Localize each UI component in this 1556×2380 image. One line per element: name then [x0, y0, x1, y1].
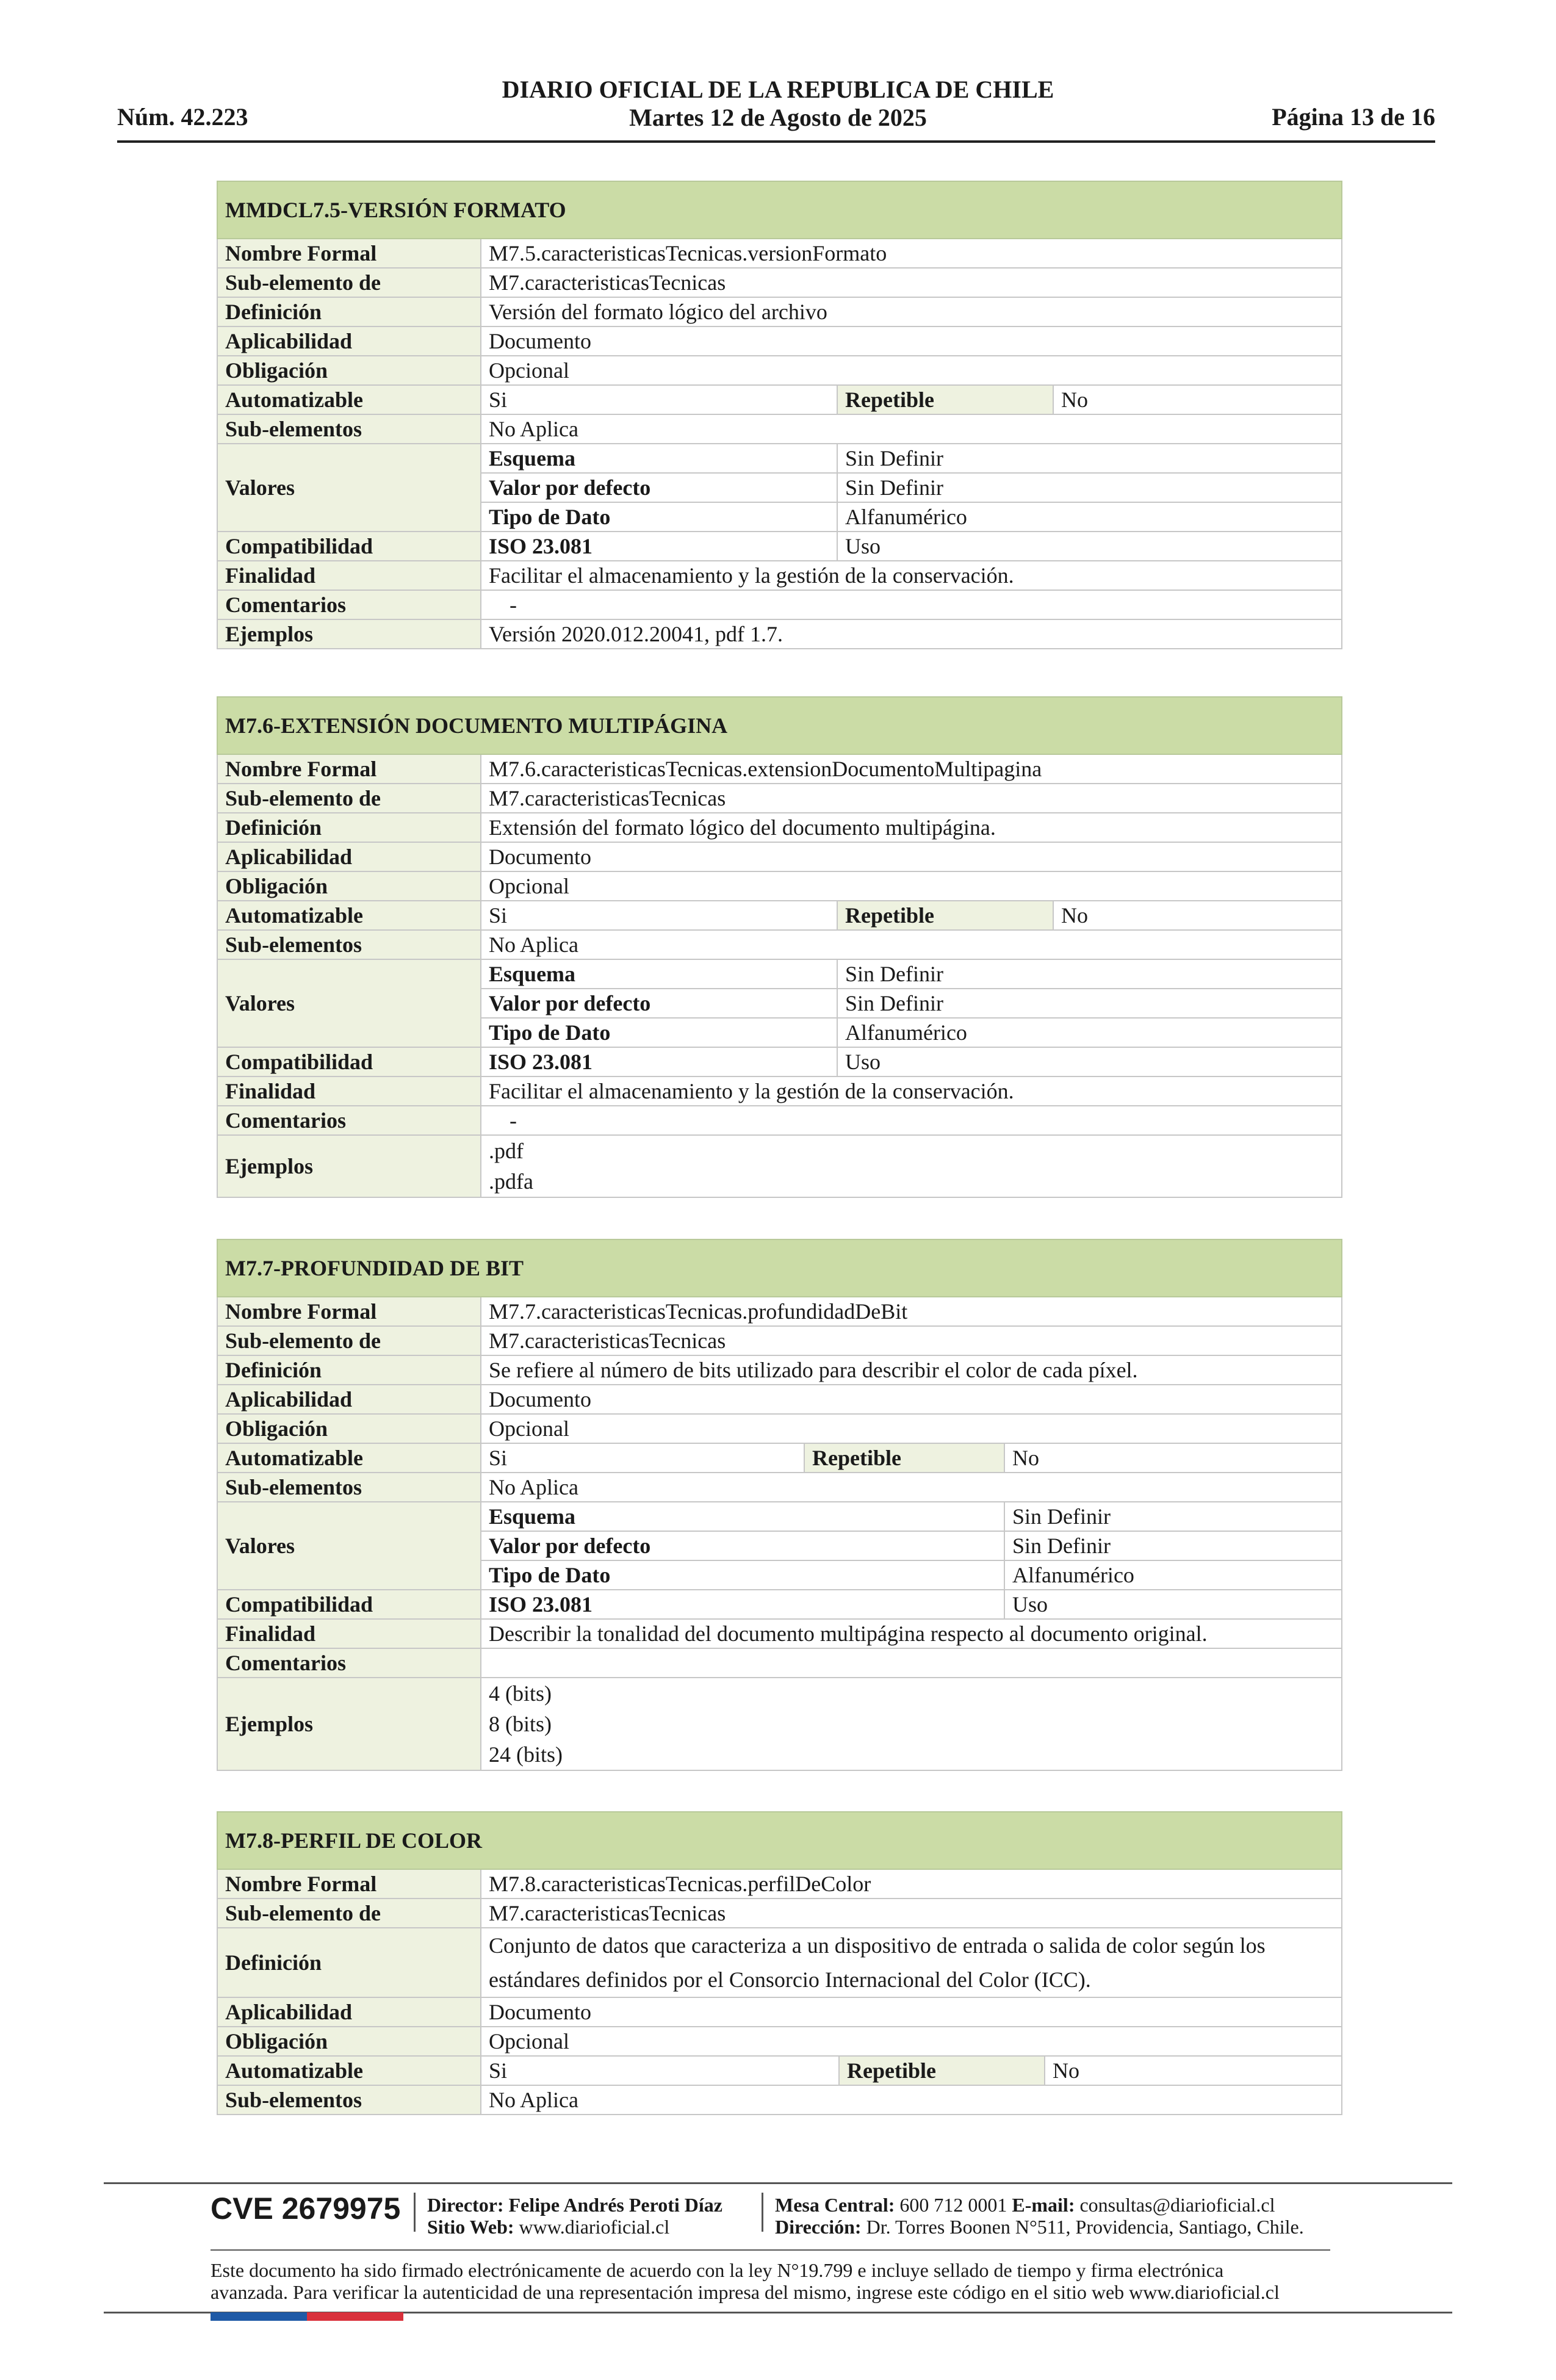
label-sub-elementos: Sub-elementos — [217, 930, 481, 959]
label-ejemplos: Ejemplos — [217, 1135, 481, 1197]
label-definicion: Definición — [217, 813, 481, 842]
label-obligacion: Obligación — [217, 356, 481, 385]
value-automatizable: Si — [481, 1443, 804, 1473]
notice-line: avanzada. Para verificar la autenticidad de una representación impresa del mismo, ingrese este código en el sitio web www.diarioficial.cl — [211, 2281, 1280, 2303]
value-finalidad: Facilitar el almacenamiento y la gestión de la conservación. — [481, 561, 1342, 590]
label-tipo-de-dato: Tipo de Dato — [481, 502, 837, 532]
label-comentarios: Comentarios — [217, 590, 481, 619]
label-ejemplos: Ejemplos — [217, 619, 481, 649]
value-compatibilidad-uso: Uso — [837, 1047, 1342, 1076]
label-automatizable: Automatizable — [217, 2056, 481, 2085]
label-aplicabilidad: Aplicabilidad — [217, 842, 481, 871]
value-sub-elemento-de: M7.caracteristicasTecnicas — [481, 1326, 1342, 1355]
footer-separator — [762, 2193, 763, 2232]
value-definicion: Se refiere al número de bits utilizado para describir el color de cada píxel. — [481, 1355, 1342, 1385]
value-valor-por-defecto: Sin Definir — [837, 989, 1342, 1018]
website-link[interactable]: www.diarioficial.cl — [519, 2216, 670, 2238]
value-automatizable: Si — [481, 901, 837, 930]
label-definicion: Definición — [217, 297, 481, 326]
label-nombre-formal: Nombre Formal — [217, 239, 481, 268]
label-sub-elemento-de: Sub-elemento de — [217, 1326, 481, 1355]
table-title: M7.7-PROFUNDIDAD DE BIT — [217, 1239, 1342, 1297]
metadata-table-m7-6 — [217, 696, 1342, 1198]
value-automatizable: Si — [481, 2056, 839, 2085]
label-valores: Valores — [217, 444, 481, 532]
value-ejemplos: Versión 2020.012.20041, pdf 1.7. — [481, 619, 1342, 649]
publication-date: Martes 12 de Agosto de 2025 — [629, 104, 927, 131]
label-valor-por-defecto: Valor por defecto — [481, 473, 837, 502]
label-finalidad: Finalidad — [217, 1619, 481, 1648]
value-sub-elementos: No Aplica — [481, 2085, 1342, 2115]
label-obligacion: Obligación — [217, 1414, 481, 1443]
value-valor-por-defecto: Sin Definir — [837, 473, 1342, 502]
label-compatibilidad: Compatibilidad — [217, 1590, 481, 1619]
label-sub-elementos: Sub-elementos — [217, 2085, 481, 2115]
value-obligacion: Opcional — [481, 356, 1342, 385]
label-compatibilidad: Compatibilidad — [217, 532, 481, 561]
publication-title: DIARIO OFICIAL DE LA REPUBLICA DE CHILE — [502, 76, 1054, 103]
table-title: MMDCL7.5-VERSIÓN FORMATO — [217, 181, 1342, 239]
label-obligacion: Obligación — [217, 871, 481, 901]
label-valores: Valores — [217, 1502, 481, 1590]
ejemplo-item: .pdf — [489, 1139, 524, 1163]
value-tipo-de-dato: Alfanumérico — [837, 502, 1342, 532]
value-sub-elemento-de: M7.caracteristicasTecnicas — [481, 1899, 1342, 1928]
direccion-label: Dirección: — [775, 2216, 862, 2238]
value-sub-elementos: No Aplica — [481, 930, 1342, 959]
value-definicion: Versión del formato lógico del archivo — [481, 297, 1342, 326]
label-esquema: Esquema — [481, 1502, 1004, 1531]
value-aplicabilidad: Documento — [481, 842, 1342, 871]
ejemplo-item: .pdfa — [489, 1169, 533, 1194]
value-nombre-formal: M7.5.caracteristicasTecnicas.versionFormato — [481, 239, 1342, 268]
footer-rule-top — [104, 2182, 1452, 2184]
label-esquema: Esquema — [481, 444, 837, 473]
footer-rule-middle — [211, 2249, 1330, 2251]
label-valores: Valores — [217, 959, 481, 1047]
value-repetible: No — [1053, 385, 1342, 414]
label-tipo-de-dato: Tipo de Dato — [481, 1018, 837, 1047]
flag-stripe-red — [307, 2312, 403, 2321]
value-valor-por-defecto: Sin Definir — [1004, 1531, 1342, 1560]
label-sub-elemento-de: Sub-elemento de — [217, 268, 481, 297]
label-comentarios: Comentarios — [217, 1648, 481, 1678]
mesa-phone: 600 712 0001 — [899, 2194, 1007, 2216]
value-ejemplos — [481, 1678, 1342, 1770]
value-tipo-de-dato: Alfanumérico — [837, 1018, 1342, 1047]
notice-line: Este documento ha sido firmado electrónicamente de acuerdo con la ley N°19.799 e incluye sellado de tiempo y firma electrónica — [211, 2259, 1224, 2281]
table-title: M7.6-EXTENSIÓN DOCUMENTO MULTIPÁGINA — [217, 697, 1342, 754]
value-compatibilidad-std: ISO 23.081 — [481, 1590, 1004, 1619]
label-nombre-formal: Nombre Formal — [217, 1869, 481, 1899]
label-finalidad: Finalidad — [217, 561, 481, 590]
footer-separator — [414, 2193, 416, 2232]
director-name: Felipe Andrés Peroti Díaz — [508, 2194, 722, 2216]
value-definicion — [481, 1928, 1342, 1997]
definicion-line: estándares definidos por el Consorcio Internacional del Color (ICC). — [489, 1967, 1091, 1992]
director-label: Director: — [427, 2194, 504, 2216]
value-obligacion: Opcional — [481, 1414, 1342, 1443]
value-automatizable: Si — [481, 385, 837, 414]
signature-notice — [211, 2259, 1345, 2303]
value-nombre-formal: M7.8.caracteristicasTecnicas.perfilDeColor — [481, 1869, 1342, 1899]
label-aplicabilidad: Aplicabilidad — [217, 1997, 481, 2027]
label-aplicabilidad: Aplicabilidad — [217, 326, 481, 356]
value-comentarios: - — [481, 1106, 1342, 1135]
label-nombre-formal: Nombre Formal — [217, 1297, 481, 1326]
ejemplo-item: 24 (bits) — [489, 1742, 563, 1767]
value-nombre-formal: M7.6.caracteristicasTecnicas.extensionDocumentoMultipagina — [481, 754, 1342, 784]
label-valor-por-defecto: Valor por defecto — [481, 989, 837, 1018]
value-ejemplos — [481, 1135, 1342, 1197]
value-obligacion: Opcional — [481, 2027, 1342, 2056]
value-esquema: Sin Definir — [1004, 1502, 1342, 1531]
mesa-label: Mesa Central: — [775, 2194, 895, 2216]
table-title: M7.8-PERFIL DE COLOR — [217, 1812, 1342, 1869]
label-sub-elementos: Sub-elementos — [217, 414, 481, 444]
value-aplicabilidad: Documento — [481, 1997, 1342, 2027]
label-sub-elemento-de: Sub-elemento de — [217, 1899, 481, 1928]
metadata-table-m7-5 — [217, 181, 1342, 649]
label-automatizable: Automatizable — [217, 385, 481, 414]
label-automatizable: Automatizable — [217, 1443, 481, 1473]
label-sub-elementos: Sub-elementos — [217, 1473, 481, 1502]
value-compatibilidad-uso: Uso — [837, 532, 1342, 561]
label-definicion: Definición — [217, 1928, 481, 1997]
label-valor-por-defecto: Valor por defecto — [481, 1531, 1004, 1560]
value-esquema: Sin Definir — [837, 959, 1342, 989]
label-definicion: Definición — [217, 1355, 481, 1385]
value-finalidad: Describir la tonalidad del documento multipágina respecto al documento original. — [481, 1619, 1342, 1648]
footer-contact-block — [775, 2194, 1304, 2238]
value-sub-elementos: No Aplica — [481, 414, 1342, 444]
value-compatibilidad-std: ISO 23.081 — [481, 532, 837, 561]
value-repetible: No — [1004, 1443, 1342, 1473]
label-ejemplos: Ejemplos — [217, 1678, 481, 1770]
definicion-line: Conjunto de datos que caracteriza a un dispositivo de entrada o salida de color según los — [489, 1933, 1266, 1958]
label-repetible: Repetible — [804, 1443, 1004, 1473]
page-indicator: Página 13 de 16 — [1272, 103, 1435, 131]
metadata-table-m7-8 — [217, 1811, 1342, 2115]
label-finalidad: Finalidad — [217, 1076, 481, 1106]
footer-director-block — [427, 2194, 722, 2238]
value-sub-elemento-de: M7.caracteristicasTecnicas — [481, 784, 1342, 813]
value-aplicabilidad: Documento — [481, 1385, 1342, 1414]
value-obligacion: Opcional — [481, 871, 1342, 901]
label-repetible: Repetible — [837, 385, 1053, 414]
issue-number: Núm. 42.223 — [117, 103, 248, 131]
flag-stripe-blue — [211, 2312, 307, 2321]
header-rule — [117, 140, 1435, 143]
value-sub-elemento-de: M7.caracteristicasTecnicas — [481, 268, 1342, 297]
website-label: Sitio Web: — [427, 2216, 514, 2238]
value-sub-elementos: No Aplica — [481, 1473, 1342, 1502]
email-link[interactable]: consultas@diarioficial.cl — [1079, 2194, 1275, 2216]
label-repetible: Repetible — [839, 2056, 1045, 2085]
label-aplicabilidad: Aplicabilidad — [217, 1385, 481, 1414]
direccion-value: Dr. Torres Boonen N°511, Providencia, Santiago, Chile. — [866, 2216, 1304, 2238]
label-comentarios: Comentarios — [217, 1106, 481, 1135]
value-tipo-de-dato: Alfanumérico — [1004, 1560, 1342, 1590]
label-automatizable: Automatizable — [217, 901, 481, 930]
value-finalidad: Facilitar el almacenamiento y la gestión de la conservación. — [481, 1076, 1342, 1106]
value-aplicabilidad: Documento — [481, 326, 1342, 356]
metadata-table-m7-7 — [217, 1239, 1342, 1771]
label-compatibilidad: Compatibilidad — [217, 1047, 481, 1076]
label-obligacion: Obligación — [217, 2027, 481, 2056]
value-esquema: Sin Definir — [837, 444, 1342, 473]
cve-code: CVE 2679975 — [211, 2191, 401, 2226]
email-label: E-mail: — [1012, 2194, 1075, 2216]
label-sub-elemento-de: Sub-elemento de — [217, 784, 481, 813]
value-compatibilidad-uso: Uso — [1004, 1590, 1342, 1619]
label-nombre-formal: Nombre Formal — [217, 754, 481, 784]
label-repetible: Repetible — [837, 901, 1053, 930]
value-repetible: No — [1053, 901, 1342, 930]
ejemplo-item: 4 (bits) — [489, 1681, 552, 1706]
value-definicion: Extensión del formato lógico del documento multipágina. — [481, 813, 1342, 842]
value-compatibilidad-std: ISO 23.081 — [481, 1047, 837, 1076]
value-repetible: No — [1045, 2056, 1342, 2085]
label-tipo-de-dato: Tipo de Dato — [481, 1560, 1004, 1590]
ejemplo-item: 8 (bits) — [489, 1712, 552, 1736]
label-esquema: Esquema — [481, 959, 837, 989]
value-comentarios — [481, 1648, 1342, 1678]
value-nombre-formal: M7.7.caracteristicasTecnicas.profundidadDeBit — [481, 1297, 1342, 1326]
value-comentarios: - — [481, 590, 1342, 619]
